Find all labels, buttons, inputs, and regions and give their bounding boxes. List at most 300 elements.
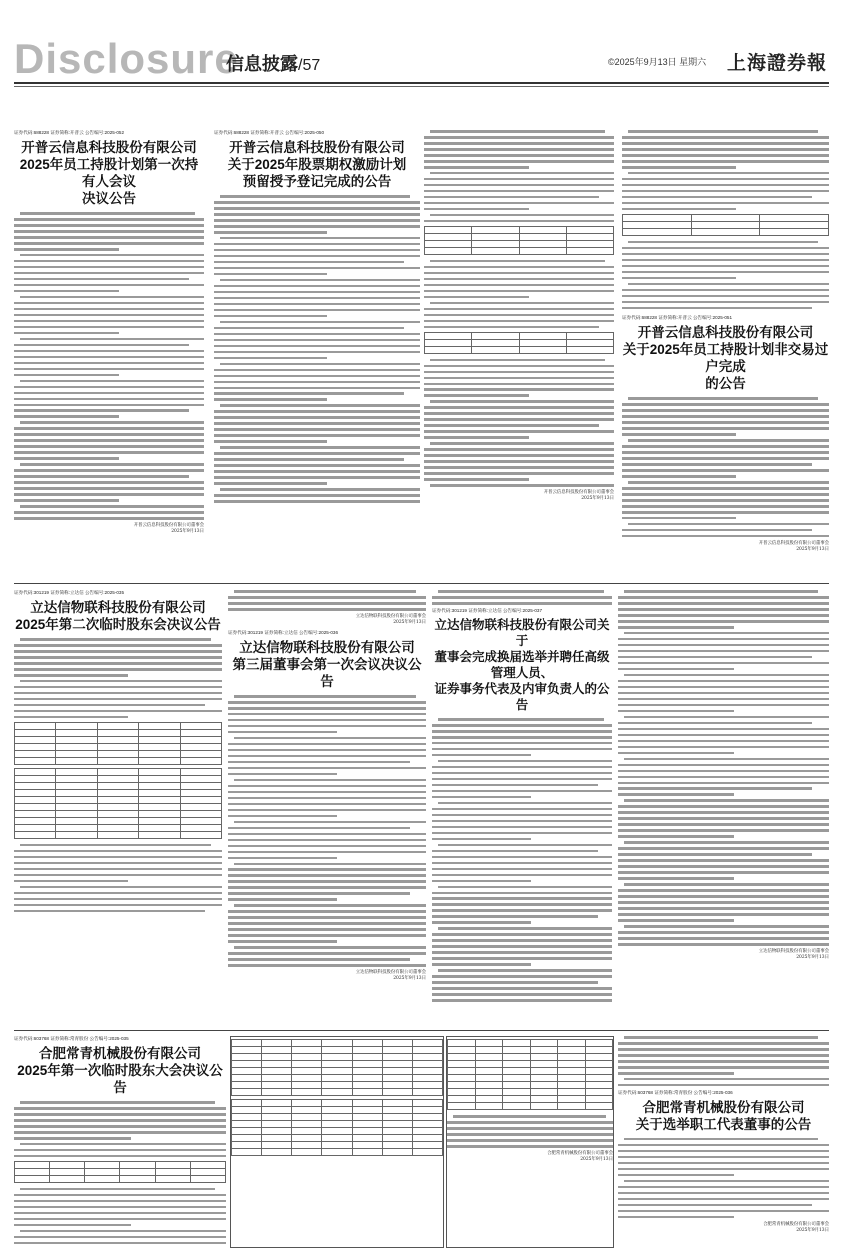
title-line: 开普云信息科技股份有限公司 <box>21 140 197 155</box>
text-line <box>628 439 829 442</box>
text-line <box>14 493 204 496</box>
text-line <box>228 731 337 734</box>
title-line: 2025年第二次临时股东会决议公告 <box>15 617 221 632</box>
text-line <box>424 365 614 368</box>
text-line <box>432 993 612 996</box>
text-line <box>618 740 829 743</box>
text-line <box>432 945 612 948</box>
text-line <box>622 469 829 472</box>
text-line <box>14 487 204 490</box>
text-line <box>622 451 829 454</box>
text-line <box>624 883 829 886</box>
text-line <box>20 680 222 683</box>
text-line <box>447 1121 613 1124</box>
section-name: 信息披露 <box>226 54 298 74</box>
announcement-title <box>14 1045 226 1096</box>
text-line <box>622 160 829 163</box>
text-line <box>622 421 829 424</box>
text-line <box>628 397 818 400</box>
masthead-rule <box>14 82 829 84</box>
text-line <box>432 850 598 853</box>
text-line <box>14 272 204 275</box>
text-line <box>214 273 327 276</box>
text-line <box>14 278 189 281</box>
title-line: 2025年第一次临时股东大会决议公告 <box>17 1063 223 1095</box>
text-line <box>432 933 612 936</box>
announcement-signature <box>228 970 426 982</box>
announcement-signature <box>447 1151 613 1163</box>
text-line <box>622 409 829 412</box>
text-line <box>618 710 734 713</box>
text-line <box>424 190 614 193</box>
announcement-body <box>622 241 829 309</box>
signature-org: 合肥常青机械股份有限公司董事会 <box>763 1221 829 1227</box>
text-line <box>618 662 829 665</box>
text-line <box>624 674 829 677</box>
text-line <box>14 892 222 895</box>
text-line <box>628 481 829 484</box>
text-line <box>432 772 612 775</box>
text-line <box>624 632 829 635</box>
text-line <box>220 488 420 491</box>
text-line <box>14 662 222 665</box>
text-line <box>618 913 829 916</box>
text-line <box>424 166 529 169</box>
data-table <box>622 214 829 236</box>
announcement-signature <box>14 523 204 535</box>
text-line <box>622 475 736 478</box>
text-line <box>618 608 829 611</box>
text-line <box>214 297 420 300</box>
text-line <box>432 838 531 841</box>
text-line <box>228 755 426 758</box>
title-line: 2025年员工持股计划第一次持有人会议 <box>19 157 199 189</box>
text-line <box>14 386 204 389</box>
vote-tables-frame <box>446 1036 614 1248</box>
text-line <box>14 868 222 871</box>
text-line <box>14 218 204 221</box>
title-line: 关于2025年员工持股计划非交易过户完成 <box>622 342 829 375</box>
announcement-body <box>432 590 612 605</box>
text-line <box>14 427 204 430</box>
text-line <box>234 904 426 907</box>
text-line <box>424 278 614 281</box>
text-line <box>618 1084 829 1087</box>
text-line <box>228 851 426 854</box>
announcement-signature <box>424 490 614 502</box>
text-line <box>424 371 614 374</box>
text-line <box>214 333 420 336</box>
text-line <box>430 302 614 305</box>
text-line <box>618 644 829 647</box>
text-line <box>214 416 420 419</box>
text-line <box>220 279 420 282</box>
text-line <box>432 778 612 781</box>
announcement-meta: 证券代码:301219 证券简称:立达信 公告编号:2025-035 <box>14 590 125 595</box>
text-line <box>228 910 426 913</box>
text-line <box>622 202 829 205</box>
text-line <box>432 602 612 605</box>
announcement-body <box>214 195 420 503</box>
text-line <box>14 1155 226 1158</box>
text-line <box>618 1216 734 1219</box>
text-line <box>20 1188 215 1191</box>
text-line <box>622 259 829 262</box>
text-line <box>424 436 529 439</box>
text-line <box>14 326 204 329</box>
text-line <box>220 363 420 366</box>
text-line <box>14 457 119 460</box>
text-line <box>14 356 204 359</box>
announcement-meta: 证券代码:688228 证券简称:开普云 公告编号:2025-052 <box>14 130 125 135</box>
text-line <box>424 296 529 299</box>
text-line <box>618 859 829 862</box>
text-line <box>622 415 829 418</box>
text-line <box>618 1210 829 1213</box>
text-line <box>228 743 426 746</box>
text-line <box>618 811 829 814</box>
text-line <box>618 1192 829 1195</box>
announcement-3 <box>622 130 829 570</box>
text-line <box>622 499 829 502</box>
announcement-2-continued <box>424 130 614 570</box>
text-line <box>14 1125 226 1128</box>
text-line <box>618 937 829 940</box>
text-line <box>228 719 426 722</box>
text-line <box>228 827 410 830</box>
text-line <box>14 704 205 707</box>
text-line <box>618 907 829 910</box>
text-line <box>432 808 612 811</box>
text-line <box>618 901 829 904</box>
text-line <box>214 500 420 503</box>
text-line <box>618 1168 829 1171</box>
title-line: 关于2025年股票期权激励计划 <box>227 157 407 172</box>
text-line <box>618 829 829 832</box>
text-line <box>20 886 222 889</box>
text-line <box>228 898 337 901</box>
text-line <box>424 178 614 181</box>
text-line <box>424 383 614 386</box>
text-line <box>618 1066 829 1069</box>
text-line <box>214 285 420 288</box>
text-line <box>618 770 829 773</box>
text-line <box>214 494 420 497</box>
text-line <box>20 463 204 466</box>
title-line: 合肥常青机械股份有限公司 <box>642 1099 805 1115</box>
text-line <box>214 398 327 401</box>
text-line <box>214 375 420 378</box>
text-line <box>14 469 204 472</box>
text-line <box>618 746 829 749</box>
text-line <box>234 590 416 593</box>
text-line <box>618 793 734 796</box>
text-line <box>228 797 426 800</box>
text-line <box>14 1242 226 1245</box>
text-line <box>214 434 420 437</box>
text-line <box>228 886 426 889</box>
announcement-body <box>14 844 222 912</box>
text-line <box>618 698 829 701</box>
text-line <box>228 809 426 812</box>
section-divider <box>14 583 829 584</box>
text-line <box>624 841 829 844</box>
text-line <box>628 523 829 526</box>
text-line <box>624 1036 818 1039</box>
text-line <box>14 236 204 239</box>
text-line <box>424 406 614 409</box>
announcement-signature <box>618 1222 829 1234</box>
signature-org: 开普云信息科技股份有限公司董事会 <box>543 490 614 496</box>
text-line <box>234 946 426 949</box>
text-line <box>214 458 404 461</box>
text-line <box>622 307 812 310</box>
announcement-body <box>618 1036 829 1086</box>
text-line <box>622 427 829 430</box>
text-line <box>14 475 189 478</box>
announcement-body <box>622 130 829 210</box>
title-line: 立达信物联科技股份有限公司 <box>30 600 206 615</box>
text-line <box>228 952 426 955</box>
masthead-rule-thin <box>14 86 829 87</box>
text-line <box>430 484 614 487</box>
text-line <box>14 368 204 371</box>
text-line <box>624 799 829 802</box>
text-line <box>618 1042 829 1045</box>
text-line <box>14 650 222 653</box>
signature-date: 2025年9月13日 <box>796 1227 829 1233</box>
text-line <box>14 415 119 418</box>
text-line <box>622 196 812 199</box>
text-line <box>618 596 829 599</box>
text-line <box>624 1078 829 1081</box>
text-line <box>20 380 204 383</box>
signature-org: 开普云信息科技股份有限公司董事会 <box>758 540 829 546</box>
announcement-body <box>424 260 614 328</box>
text-line <box>14 511 204 514</box>
announcement-meta: 证券代码:301219 证券简称:立达信 公告编号:2025-036 <box>228 629 339 635</box>
text-line <box>432 796 531 799</box>
announcement-6 <box>432 590 612 1020</box>
text-line <box>618 656 812 659</box>
signature-org: 立达信物联科技股份有限公司董事会 <box>758 949 829 955</box>
text-line <box>424 326 599 329</box>
text-line <box>447 1133 613 1136</box>
text-line <box>228 880 426 883</box>
text-line <box>618 1156 829 1159</box>
announcement-body <box>228 590 426 611</box>
text-line <box>622 154 829 157</box>
text-line <box>618 853 812 856</box>
text-line <box>432 730 612 733</box>
text-line <box>228 773 337 776</box>
text-line <box>624 716 829 719</box>
text-line <box>622 403 829 406</box>
text-line <box>214 261 404 264</box>
text-line <box>214 345 420 348</box>
announcement-5 <box>228 590 426 1020</box>
text-line <box>438 802 612 805</box>
data-table <box>424 332 614 354</box>
text-line <box>14 409 189 412</box>
text-line <box>234 779 426 782</box>
text-line <box>14 320 204 323</box>
text-line <box>622 166 736 169</box>
text-line <box>622 433 736 436</box>
text-line <box>424 472 614 475</box>
text-line <box>618 919 734 922</box>
text-line <box>622 247 829 250</box>
text-line <box>622 142 829 145</box>
announcement-meta: 证券代码:688228 证券简称:开普云 公告编号:2025-051 <box>622 315 733 321</box>
text-line <box>438 844 612 847</box>
announcement-body <box>14 212 204 520</box>
text-line <box>424 320 614 323</box>
text-line <box>14 1200 226 1203</box>
text-line <box>14 314 204 317</box>
text-line <box>622 487 829 490</box>
text-line <box>20 505 204 508</box>
text-line <box>628 172 829 175</box>
signature-date: 2025年9月13日 <box>581 496 614 502</box>
text-line <box>14 910 205 913</box>
text-line <box>228 602 426 605</box>
text-line <box>432 897 612 900</box>
text-line <box>14 451 204 454</box>
announcement-body <box>618 590 829 946</box>
text-line <box>228 934 426 937</box>
announcement-body <box>14 638 222 718</box>
text-line <box>20 212 195 215</box>
text-line <box>424 284 614 287</box>
text-line <box>228 845 426 848</box>
text-line <box>14 710 222 713</box>
text-line <box>14 1236 226 1239</box>
announcement-2 <box>214 130 420 570</box>
text-line <box>432 832 612 835</box>
text-line <box>14 880 128 883</box>
text-line <box>618 823 829 826</box>
text-line <box>234 821 426 824</box>
text-line <box>14 850 222 853</box>
text-line <box>622 184 829 187</box>
text-line <box>228 707 426 710</box>
text-line <box>14 1119 226 1122</box>
signature-date: 2025年9月13日 <box>171 529 204 535</box>
text-line <box>432 963 531 966</box>
text-line <box>618 1060 829 1063</box>
text-line <box>20 338 204 341</box>
text-line <box>214 357 327 360</box>
page-number: /57 <box>298 57 321 74</box>
text-line <box>432 820 612 823</box>
text-line <box>447 1127 613 1130</box>
text-line <box>432 975 612 978</box>
text-line <box>14 656 222 659</box>
text-line <box>214 219 420 222</box>
text-line <box>20 254 204 257</box>
text-line <box>430 260 605 263</box>
section-divider <box>14 1030 829 1031</box>
text-line <box>618 650 829 653</box>
text-line <box>622 511 829 514</box>
title-line: 决议公告 <box>82 191 136 206</box>
text-line <box>618 1174 734 1177</box>
text-line <box>228 964 426 967</box>
signature-date: 2025年9月13日 <box>393 619 426 625</box>
text-line <box>432 862 612 865</box>
text-line <box>14 692 222 695</box>
text-line <box>20 844 211 847</box>
text-line <box>438 718 604 721</box>
text-line <box>430 214 614 217</box>
text-line <box>430 172 614 175</box>
text-line <box>424 142 614 145</box>
text-line <box>214 482 327 485</box>
text-line <box>432 596 612 599</box>
data-table <box>424 226 614 255</box>
announcement-body <box>14 1101 226 1157</box>
text-line <box>432 909 612 912</box>
text-line <box>432 951 612 954</box>
text-line <box>424 412 614 415</box>
text-line <box>214 410 420 413</box>
text-line <box>424 478 529 481</box>
text-line <box>622 457 829 460</box>
text-line <box>214 309 420 312</box>
text-line <box>234 695 416 698</box>
text-line <box>618 877 734 880</box>
announcement-title <box>618 1099 829 1133</box>
title-line: 开普云信息科技股份有限公司 <box>229 140 405 155</box>
text-line <box>214 452 420 455</box>
text-line <box>214 327 404 330</box>
text-line <box>447 1139 613 1142</box>
data-table <box>231 1099 443 1156</box>
text-line <box>432 868 612 871</box>
text-line <box>214 339 420 342</box>
text-line <box>14 248 119 251</box>
text-line <box>424 202 614 205</box>
title-line: 关于选举职工代表董事的公告 <box>635 1116 812 1132</box>
text-line <box>14 668 222 671</box>
text-line <box>618 776 829 779</box>
text-line <box>618 817 829 820</box>
text-line <box>14 674 128 677</box>
data-table <box>231 1039 443 1096</box>
text-line <box>618 626 734 629</box>
text-line <box>14 242 204 245</box>
text-line <box>14 308 204 311</box>
text-line <box>618 602 829 605</box>
text-line <box>214 303 420 306</box>
text-line <box>424 220 614 223</box>
text-line <box>228 596 426 599</box>
text-line <box>228 833 426 836</box>
announcement-body <box>424 130 614 222</box>
text-line <box>618 728 829 731</box>
text-line <box>424 394 529 397</box>
text-line <box>20 1143 226 1146</box>
text-line <box>622 505 829 508</box>
text-line <box>214 243 420 246</box>
text-line <box>14 362 204 365</box>
announcement-title <box>228 639 426 690</box>
text-line <box>14 439 204 442</box>
announcement-7 <box>14 1036 226 1248</box>
text-line <box>14 224 204 227</box>
signature-org: 开普云信息科技股份有限公司董事会 <box>133 523 204 529</box>
